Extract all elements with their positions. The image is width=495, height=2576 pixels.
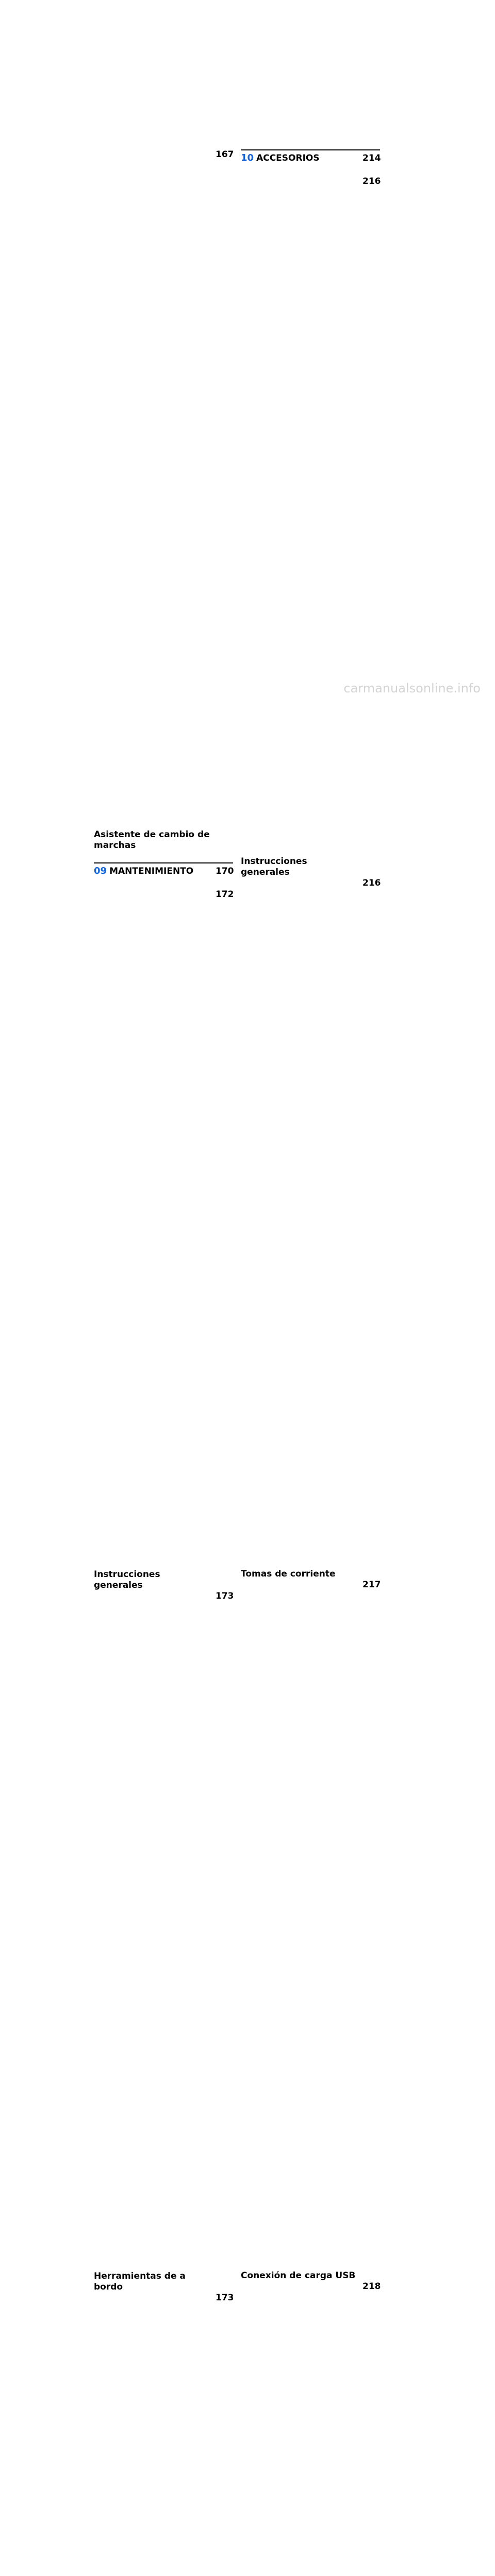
- toc-entry-page: 173: [216, 2293, 234, 2303]
- toc-entry[interactable]: [94, 1591, 233, 2293]
- toc-section-10: [241, 149, 380, 2576]
- toc-entry-page: 216: [362, 176, 381, 187]
- toc-entry[interactable]: [94, 889, 233, 1591]
- toc-section-09: [94, 862, 233, 2576]
- toc-entry[interactable]: [241, 1580, 380, 2281]
- toc-entry-page: 218: [362, 2281, 381, 2292]
- toc-entry-title: Instrucciones generales: [241, 856, 307, 877]
- section-title: MANTENIMIENTO: [109, 866, 194, 876]
- toc-left-column: [94, 149, 233, 2576]
- toc-entry[interactable]: [94, 2293, 233, 2576]
- section-header[interactable]: [94, 862, 233, 877]
- section-title: ACCESORIOS: [256, 153, 320, 163]
- toc-entry-title: Herramientas de a bordo: [94, 2271, 186, 2292]
- toc-entry-title: Tomas de corriente: [241, 1569, 336, 1579]
- watermark: carmanualsonline.info: [343, 681, 481, 696]
- toc-entry[interactable]: [241, 176, 380, 878]
- toc-right-column: [241, 149, 380, 2576]
- toc-entry[interactable]: [241, 2281, 380, 2576]
- toc-entry-page: 216: [362, 878, 381, 888]
- section-number: 09: [94, 866, 107, 876]
- toc-entry-page: 173: [216, 1591, 234, 1601]
- section-page: 170: [216, 866, 234, 876]
- toc-entry-page: 217: [362, 1580, 381, 1590]
- toc-entry-title: Conexión de carga USB: [241, 2270, 356, 2281]
- header-gap: [94, 877, 233, 889]
- section-gap: [94, 851, 233, 862]
- toc-intro: [94, 149, 233, 851]
- toc-entry-page: 167: [216, 149, 234, 160]
- section-number: 10: [241, 152, 254, 163]
- header-gap: [241, 164, 380, 176]
- toc-entry-title: Asistente de cambio de marchas: [94, 829, 210, 851]
- section-entries: [94, 889, 233, 2576]
- toc-entry-title: Instrucciones generales: [94, 1569, 160, 1590]
- section-entries: [241, 176, 380, 2576]
- toc-entry[interactable]: [241, 878, 380, 1580]
- section-page: 214: [362, 153, 381, 163]
- section-header[interactable]: [241, 149, 380, 164]
- toc-entry-page: 172: [216, 889, 234, 900]
- toc-entry[interactable]: [94, 149, 233, 851]
